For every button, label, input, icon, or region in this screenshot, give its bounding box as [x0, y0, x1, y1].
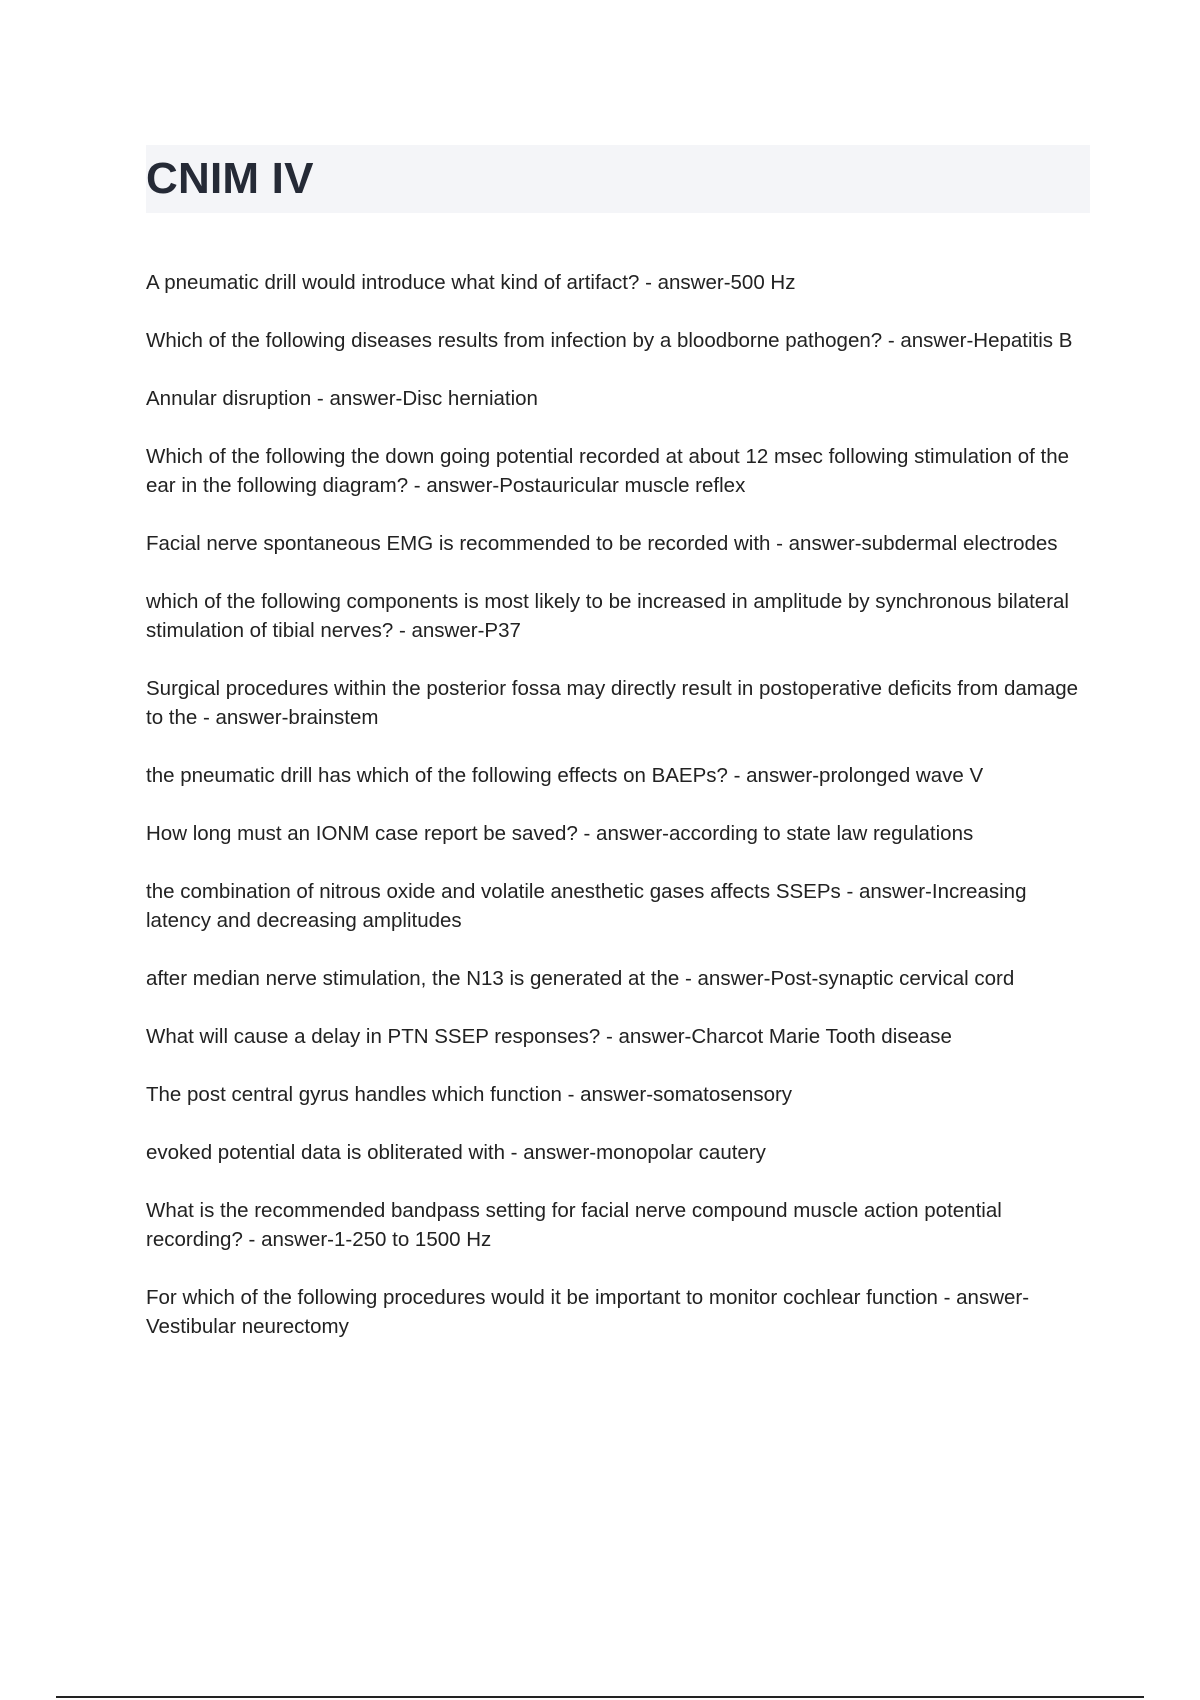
qa-item: which of the following components is most likely to be increased in amplitude by synchronous bilateral stimulation of tibial nerves? - answer-P37: [146, 590, 1069, 642]
footer-divider: [56, 1696, 1144, 1698]
qa-item: A pneumatic drill would introduce what kind of artifact? - answer-500 Hz: [146, 271, 796, 294]
qa-item: the combination of nitrous oxide and volatile anesthetic gases affects SSEPs - answer-Increasing latency and decreasing amplitudes: [146, 880, 1027, 932]
qa-item: What will cause a delay in PTN SSEP responses? - answer-Charcot Marie Tooth disease: [146, 1025, 952, 1048]
qa-list: [146, 268, 1096, 1370]
qa-item: Which of the following diseases results from infection by a bloodborne pathogen? - answer-Hepatitis B: [146, 329, 1073, 352]
qa-item: after median nerve stimulation, the N13 is generated at the - answer-Post-synaptic cervical cord: [146, 967, 1015, 990]
qa-item: evoked potential data is obliterated with - answer-monopolar cautery: [146, 1141, 766, 1164]
qa-item: the pneumatic drill has which of the following effects on BAEPs? - answer-prolonged wave V: [146, 764, 984, 787]
qa-item: The post central gyrus handles which function - answer-somatosensory: [146, 1083, 793, 1106]
qa-item: Surgical procedures within the posterior fossa may directly result in postoperative deficits from damage to the - answer-brainstem: [146, 677, 1079, 729]
qa-item: Which of the following the down going potential recorded at about 12 msec following stimulation of the ear in the following diagram? - answer-Postauricular muscle reflex: [146, 445, 1070, 497]
qa-item: How long must an IONM case report be saved? - answer-according to state law regulations: [146, 822, 974, 845]
qa-item: Annular disruption - answer-Disc herniation: [146, 387, 538, 410]
page-title: CNIM IV: [146, 154, 314, 203]
title-band: [146, 145, 1090, 213]
qa-item: What is the recommended bandpass setting for facial nerve compound muscle action potential recording? - answer-1-250 to 1500 Hz: [146, 1199, 1002, 1251]
qa-item: Facial nerve spontaneous EMG is recommended to be recorded with - answer-subdermal electrodes: [146, 532, 1058, 555]
qa-item: For which of the following procedures would it be important to monitor cochlear function - answer-Vestibular neurectomy: [146, 1286, 1030, 1338]
